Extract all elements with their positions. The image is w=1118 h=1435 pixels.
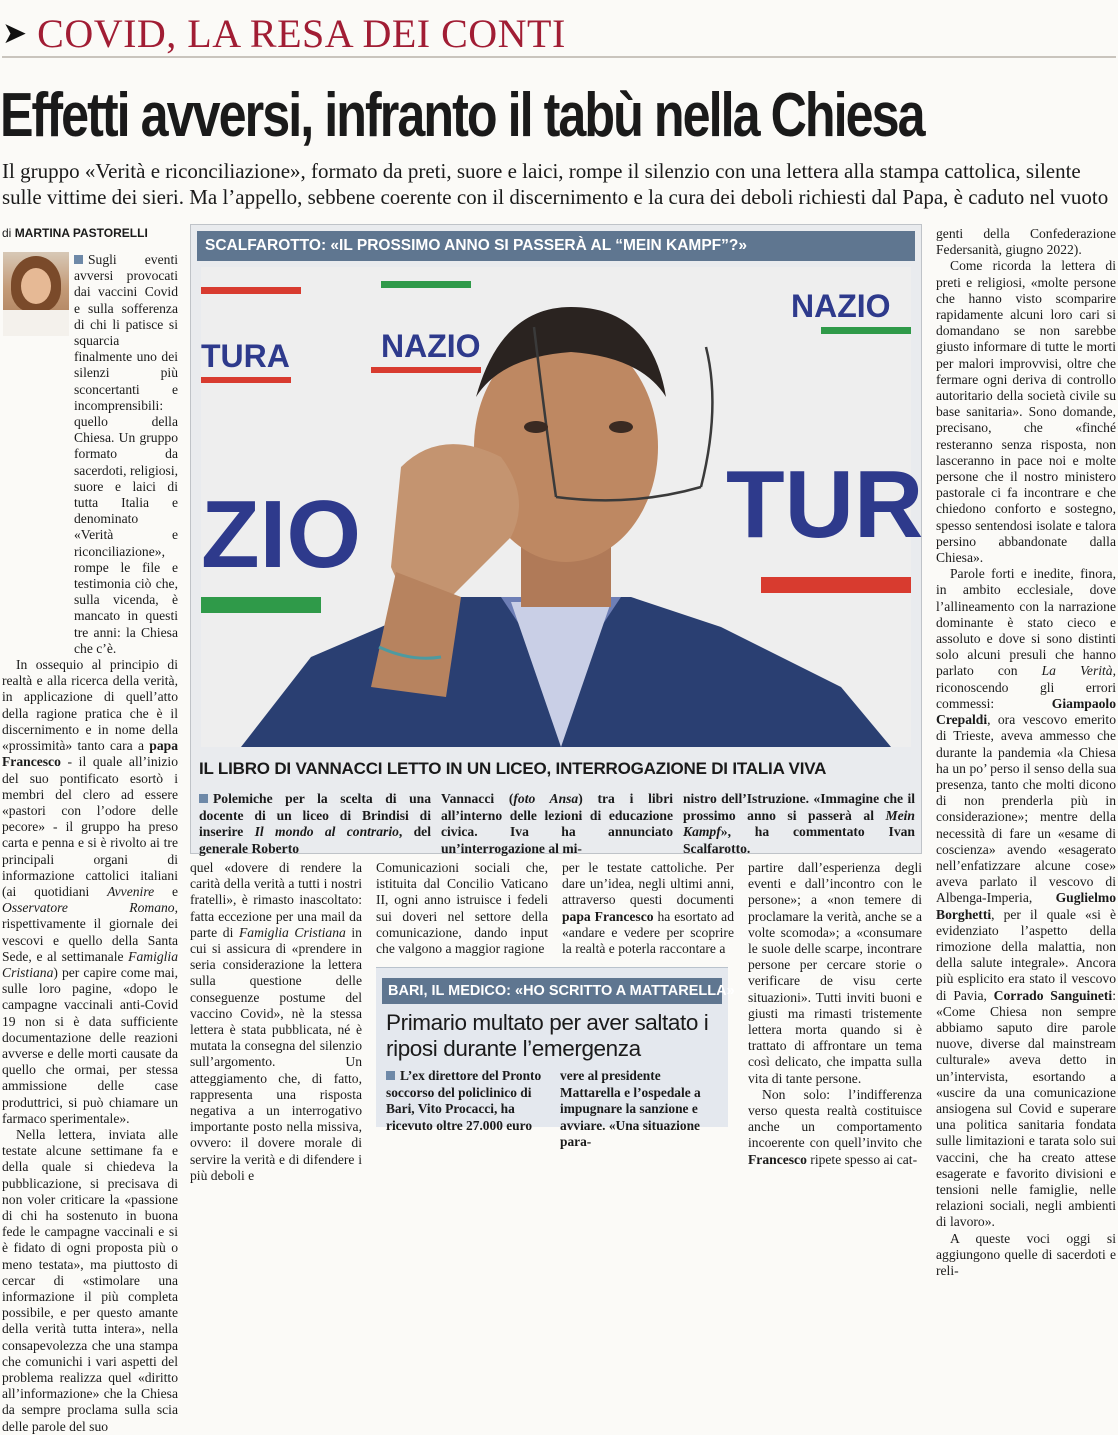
sidebar-box-body [386,1068,722,1151]
caption-square-icon [199,794,208,803]
caption-col-2: Vannacci (foto Ansa) tra i libri all’interno delle lezioni di educazione civica. Iva ha annunciato un’interrogazione al mi- [441,791,673,856]
sidebar-box-col-1: L’ex direttore del Pronto soccorso del policlinico di Bari, Vito Procacci, ha ricevuto oltre 27.000 euro [386,1068,542,1133]
photo-feature-box [190,224,922,854]
section-kicker [2,10,1116,58]
sidebar-news-box [376,967,735,1149]
article-column-5 [748,860,922,1167]
feature-banner: SCALFAROTTO: «IL PROSSIMO ANNO SI PASSERÀ AL “MEIN KAMPF”?» [197,231,915,261]
photo-text-4: ZIO [201,481,361,588]
sidebar-box-col-2: vere al presidente Mattarella e l’ospedale a impugnare la sanzione e avviare. «Una situazione para- [560,1068,701,1149]
lead-square-icon [74,255,83,264]
byline [2,226,178,240]
subheadline: Il gruppo «Verità e riconciliazione», formato da preti, suore e laici, rompe il silenzio con una lettera alla stampa cattolica, silente sulle vittime dei sieri. Ma l’appello, sebbene coerente con il discernimento e la cura dei deboli richiesti dal Papa, è caduto nel vuoto [2,159,1109,209]
byline-author: MARTINA PASTORELLI [14,226,148,240]
col6-para-0: genti della Confederazione Federsanità, giugno 2022). [936,226,1116,258]
photo-caption-title: IL LIBRO DI VANNACCI LETTO IN UN LICEO, INTERROGAZIONE DI ITALIA VIVA [199,759,827,778]
col1-para-3: Nella lettera, inviata alle testate alcune settimane fa e della quale si chiedeva la pubblicazione, si precisava di non voler criticare la «passione di chi ha sostenuto in buona fede le campagne vaccinali e si è fidato di ogni proposta più o meno testata», ma piuttosto di cercar di «stimolare una informazione il più completa possibile, e per questo amante della verità tutta intera», nella consapevolezza che una stampa che comunichi i vari aspetti del problema realizza quel «diritto all’informazione» che la Chiesa da sempre proclama sulla scia delle parole del suo [2,1126,178,1434]
col3-para-1: Comunicazioni sociali che, istituita dal Concilio Vaticano II, ogni anno istruisce i fedeli sui doveri nel settore della comunicazione, dando input che valgono a maggior ragione [376,860,548,957]
col1-lead-para: Sugli eventi avversi provocati dai vaccini Covid e sulla sofferenza di chi li patisce si squarcia finalmente uno dei silenzi più sconcertanti e incomprensibili: quello della Chiesa. Un gruppo formato da sacerdoti, religiosi, suore e laici di tutta Italia e denominato «Verità e riconciliazione», rompe le file e testimonia ciò che, sulla vicenda, è mancato in questi tre anni: la Chiesa che c’è. [74,252,178,656]
col2-para-1: quel «dovere di rendere la carità della verità a tutti i nostri fratelli», è rimasto inascoltato: fatta eccezione per una mail da parte di Famiglia Cristiana in cui si assicura di «prendere in seria considerazione la lettera sulla questione delle conseguenze postume del vaccino Covid», nè la stessa lettera è stata pubblicata, né è mutata la consegna del silenzio sull’argomento. Un atteggiamento che, di fatto, rappresenta una risposta negativa a un interrogativo importante posto nella missiva, ovvero: il dovere morale di servire la verità e di difendere i più deboli e [190,860,362,1183]
photo-caption-body [199,791,915,857]
article-column-3 [376,860,548,960]
photo-text-5: TUR [726,451,924,558]
byline-prefix: di [2,226,12,240]
photo-illustration [201,267,924,747]
photo-text-2: NAZIO [381,328,481,364]
sidebar-box-banner: BARI, IL MEDICO: «HO SCRITTO A MATTARELLA» [382,978,722,1004]
sidebar-square-icon [386,1071,395,1080]
col5-para-1: partire dall’esperienza degli eventi e dall’incontro con le persone»; a «non temere di proclamare la verità, anche se a volte scomoda»; a «consumare le suole delle scarpe, incontrare persone per cercare storie o verificare de visu certe situazioni». Tutti inviti buoni e giusti ma rimasti tristemente lettera morta quando si è trattato di affrontare un tema così delicato, che impatta sulla vita di tante persone. [748,860,922,1086]
article-column-6 [936,226,1116,1278]
news-photo [201,267,924,747]
col4-para-1: per le testate cattoliche. Per dare un’idea, negli ultimi anni, attraverso questi documenti papa Francesco ha esortato ad «andare e vedere per scoprire la realtà e poterla raccontare a [562,860,735,957]
col6-para-2: Parole forti e inedite, finora, in ambito ecclesiale, dove l’allineamento con la narrazione dominante è stato cieco e assoluto e dove si sono distinti solo alcuni presuli che hanno parlato con La Verità, riconoscendo gli errori commessi: Giampaolo Crepaldi, ora vescovo emerito di Trieste, aveva ammesso che durante la pandemia «la Chiesa ha un po’ perso il senso della sua presenza, tanto che molti dicono di non prenderla più in considerazione»; mentre della necessità di fare un «esame di coscienza» avendo «esagerato nell’enfatizzare alcune cose» aveva parlato il vescovo di Albenga-Imperia, Guglielmo Borghetti, per il quale «si è evidenziato l’aspetto della rimozione della malattia, non della salute integrale». Ancora più esplicito era stato il vescovo di Pavia, Corrado Sanguineti: «Come Chiesa non sempre abbiamo saputo dire parole nuove, diverse dal mainstream culturale» aveva detto in un’intervista, esortando a «uscire da una comunicazione ansiogena sul Covid e superare una politica sanitaria fondata sulle limitazioni e tarata solo sui vaccini, che ha creato attese esagerate e favorito divisioni e tensioni nelle famiglie, nelle relazioni sociali, negli ambienti di lavoro». [936,566,1116,1230]
photo-text-3: NAZIO [791,288,891,324]
sidebar-box-title: Primario multato per aver saltato i riposi durante l’emergenza [386,1010,709,1061]
col1-para-2: In ossequio al principio di realtà e alla ricerca della verità, in applicazione di quell’atto della ragione pratica che è il discernimento e in nome della «prossimità» tanto cara a papa Francesco - il quale all’inizio del suo pontificato esortò i membri del clero ad essere «pastori con l’odore delle pecore» - il gruppo ha preso carta e penna e si è rivolto ai tre principali organi di informazione cattolici italiani (ai quotidiani Avvenire e Osservatore Romano, rispettivamente il giornale dei vescovi e quello della Santa Sede, e al settimanale Famiglia Cristiana) per capire come mai, sulle loro pagine, «dopo le campagne vaccinali anti-Covid 19 non si è data sufficiente documentazione delle reazioni avverse e delle morti causate da quello che ormai, per stessa ammissione delle case produttrici, si può chiamare un farmaco sperimentale». [2,657,178,1126]
col6-para-1: Come ricorda la lettera di preti e religiosi, «molte persone che hanno visto scomparire rapidamente alcuni loro cari si domandano se non sarebbe giusto informare di tutte le morti per malori improvvisi, oltre che fermare ogni deriva di controllo autoritario della società civile su base sanitaria». Sono domande, precisano, che «finché resteranno senza risposta, non lasceranno in pace noi e molte persone che il nostro ministero pastorale ci fa incontrare e che chiedono conforto e sostegno, spesso sentendosi isolate e talora persino abbandonate dalla Chiesa». [936,258,1116,566]
col6-para-3: A queste voci oggi si aggiungono quelle di sacerdoti e reli- [936,1230,1116,1278]
headline: Effetti avversi, infranto il tabù nella Chiesa [0,81,924,150]
caption-col-3: nistro dell’Istruzione. «Immagine che il prossimo anno si passerà al Mein Kampf», ha commentato Ivan Scalfarotto. [683,791,915,856]
caption-col-1: Polemiche per la scelta di una docente di un liceo di Brindisi di inserire Il mondo al contrario, del generale Roberto [199,791,431,856]
kicker-arrow-icon: ➤ [2,15,28,51]
kicker-text: COVID, LA RESA DEI CONTI [37,10,566,56]
article-column-4 [562,860,734,960]
col5-para-2: Non solo: l’indifferenza verso questa realtà costituisce anche un comportamento incoerente con quell’invito che Francesco ripete spesso ai cat- [748,1086,922,1167]
photo-text-1: TURA [201,338,290,374]
article-column-1 [2,252,178,1434]
article-column-2 [190,860,362,1183]
